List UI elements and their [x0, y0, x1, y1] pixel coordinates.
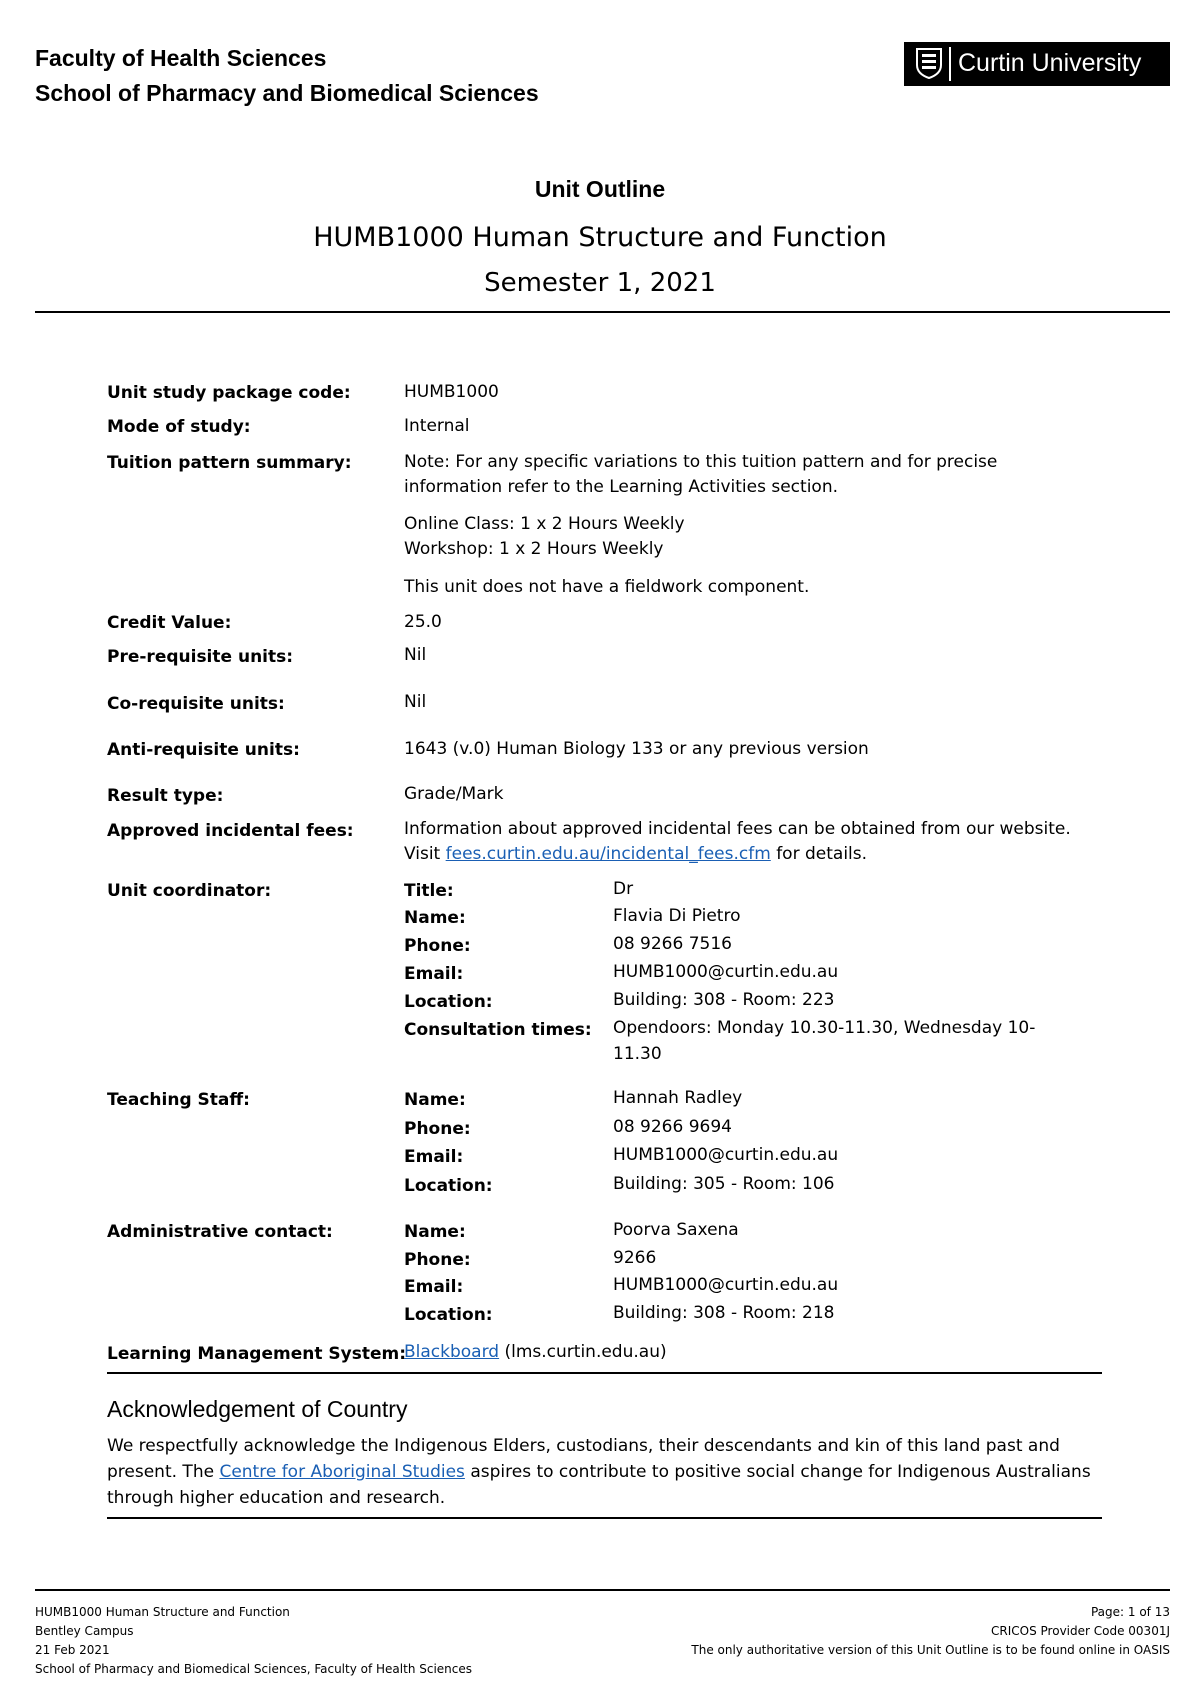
ack-text-part-1: We respectfully acknowledge the Indigenous Elders, custodians, their descendants and kin of this land past and present. The [107, 1436, 1060, 1482]
fees-after-text: for details. [770, 844, 868, 864]
faculty-heading: Faculty of Health Sciences [35, 45, 327, 71]
footer-campus: Bentley Campus [35, 1624, 134, 1638]
teach-name-value: Hannah Radley [613, 1088, 743, 1108]
school-heading: School of Pharmacy and Biomedical Sciences [35, 80, 539, 106]
admin-name-value: Poorva Saxena [613, 1220, 739, 1240]
admin-phone-value: 9266 [613, 1248, 657, 1268]
teach-location-label: Location: [404, 1176, 493, 1196]
credit-label: Credit Value: [107, 613, 232, 633]
acknowledgement-heading: Acknowledgement of Country [107, 1396, 408, 1422]
antireq-value: 1643 (v.0) Human Biology 133 or any previous version [404, 739, 869, 759]
ack-text-part-2: aspires to contribute to positive social change for Indigenous Australians through higher education and research. [107, 1462, 1091, 1508]
unit-title: HUMB1000 Human Structure and Function [313, 222, 887, 253]
acknowledgement-text [107, 1433, 1097, 1511]
fees-line-2 [404, 842, 867, 867]
coord-consult-1: Opendoors: Monday 10.30-11.30, Wednesday 10- [613, 1018, 1036, 1038]
prereq-value: Nil [404, 645, 427, 665]
fees-visit-text: Visit [404, 844, 446, 864]
coord-phone-label: Phone: [404, 936, 471, 956]
teach-phone-label: Phone: [404, 1119, 471, 1139]
title-divider [35, 311, 1170, 313]
result-value: Grade/Mark [404, 784, 504, 804]
tuition-label: Tuition pattern summary: [107, 453, 352, 473]
coord-name-label: Name: [404, 908, 466, 928]
teach-phone-value: 08 9266 9694 [613, 1117, 732, 1137]
coord-email-value: HUMB1000@curtin.edu.au [613, 962, 839, 982]
coord-location-value: Building: 308 - Room: 223 [613, 990, 835, 1010]
mode-value: Internal [404, 416, 470, 436]
admin-label: Administrative contact: [107, 1222, 333, 1242]
coord-title-label: Title: [404, 881, 454, 901]
tuition-fieldwork: This unit does not have a fieldwork component. [404, 577, 810, 597]
tuition-workshop: Workshop: 1 x 2 Hours Weekly [404, 539, 664, 559]
coord-consult-label: Consultation times: [404, 1020, 592, 1040]
admin-phone-label: Phone: [404, 1250, 471, 1270]
coreq-value: Nil [404, 692, 427, 712]
credit-value: 25.0 [404, 612, 442, 632]
coordinator-label: Unit coordinator: [107, 881, 272, 901]
fees-line-1: Information about approved incidental fees can be obtained from our website. [404, 819, 1071, 839]
fees-label: Approved incidental fees: [107, 821, 354, 841]
prereq-label: Pre-requisite units: [107, 647, 294, 667]
lms-url-text: (lms.curtin.edu.au) [499, 1342, 667, 1362]
lms-label: Learning Management System: [107, 1344, 407, 1364]
footer-unit: HUMB1000 Human Structure and Function [35, 1605, 290, 1619]
document-title: Unit Outline [534, 176, 666, 202]
admin-email-value: HUMB1000@curtin.edu.au [613, 1275, 839, 1295]
crest-icon [913, 47, 951, 81]
footer-authority: The only authoritative version of this Unit Outline is to be found online in OASIS [691, 1643, 1170, 1657]
mode-label: Mode of study: [107, 417, 251, 437]
teach-email-label: Email: [404, 1147, 464, 1167]
footer-right [691, 1603, 1170, 1660]
antireq-label: Anti-requisite units: [107, 740, 300, 760]
ack-divider [107, 1517, 1102, 1519]
coord-phone-value: 08 9266 7516 [613, 934, 732, 954]
logo-text: Curtin University [958, 49, 1142, 77]
admin-email-label: Email: [404, 1277, 464, 1297]
coord-location-label: Location: [404, 992, 493, 1012]
coord-name-value: Flavia Di Pietro [613, 906, 741, 926]
result-label: Result type: [107, 786, 224, 806]
tuition-note-1: Note: For any specific variations to this tuition pattern and for precise [404, 452, 998, 472]
footer-school: School of Pharmacy and Biomedical Sciences, Faculty of Health Sciences [35, 1662, 473, 1676]
coord-email-label: Email: [404, 964, 464, 984]
footer-cricos: CRICOS Provider Code 00301J [991, 1624, 1170, 1638]
tuition-online: Online Class: 1 x 2 Hours Weekly [404, 514, 685, 534]
admin-location-label: Location: [404, 1305, 493, 1325]
footer-divider [35, 1589, 1170, 1591]
coreq-label: Co-requisite units: [107, 694, 285, 714]
teach-email-value: HUMB1000@curtin.edu.au [613, 1145, 839, 1165]
tuition-note-2: information refer to the Learning Activities section. [404, 477, 838, 497]
footer-page: Page: 1 of 13 [1090, 1605, 1170, 1619]
coord-consult-2: 11.30 [613, 1044, 662, 1064]
teaching-label: Teaching Staff: [107, 1090, 250, 1110]
fees-link[interactable]: fees.curtin.edu.au/incidental_fees.cfm [445, 844, 771, 864]
blackboard-link[interactable]: Blackboard [404, 1342, 500, 1362]
footer-left [35, 1603, 472, 1679]
lms-divider [107, 1372, 1102, 1374]
coord-title-value: Dr [613, 879, 634, 899]
centre-aboriginal-studies-link[interactable]: Centre for Aboriginal Studies [219, 1462, 465, 1482]
admin-name-label: Name: [404, 1222, 466, 1242]
package-code-value: HUMB1000 [404, 382, 499, 402]
package-code-label: Unit study package code: [107, 383, 351, 403]
curtin-logo [904, 42, 1170, 86]
teach-location-value: Building: 305 - Room: 106 [613, 1174, 835, 1194]
lms-value [404, 1340, 667, 1365]
semester: Semester 1, 2021 [484, 268, 716, 298]
teach-name-label: Name: [404, 1090, 466, 1110]
footer-date: 21 Feb 2021 [35, 1643, 110, 1657]
admin-location-value: Building: 308 - Room: 218 [613, 1303, 835, 1323]
